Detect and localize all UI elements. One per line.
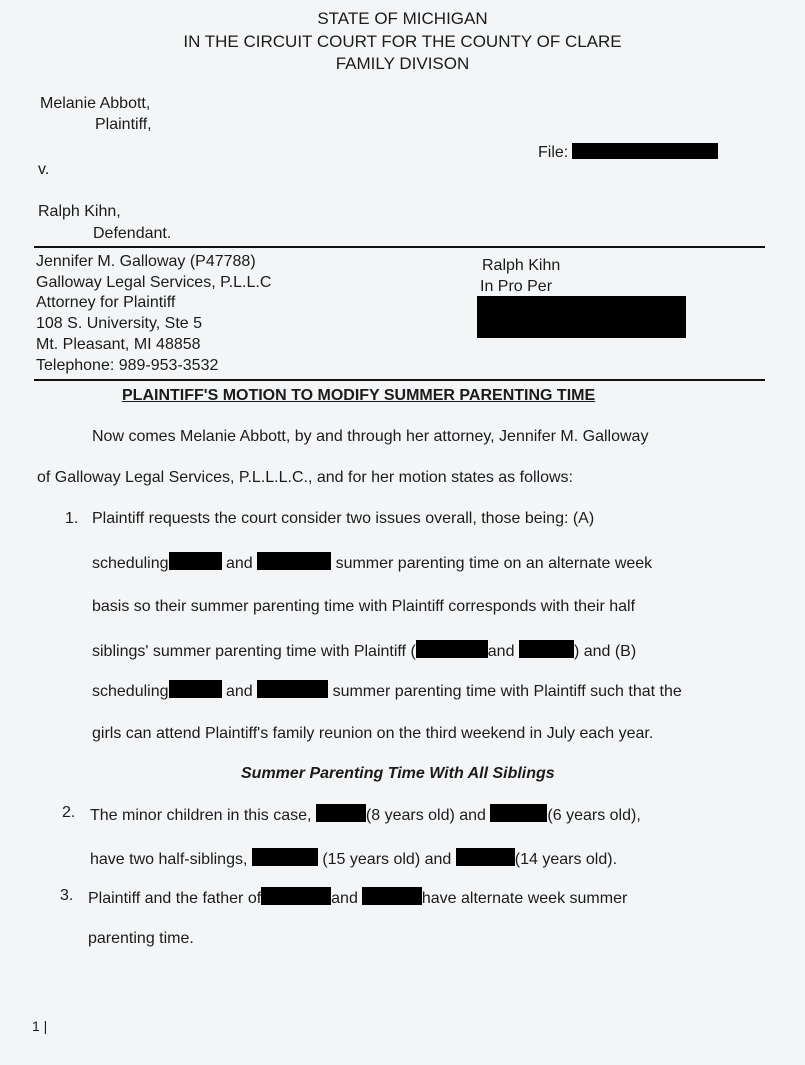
item-3-line-2: parenting time. [88,930,194,947]
item-3-line-1: Plaintiff and the father of and have alternate week summer [88,887,627,908]
redaction [169,680,222,698]
redaction [261,887,331,905]
item-1-line-4: siblings' summer parenting time with Plaintiff ( and ) and (B) [92,640,636,661]
attorney-role: Attorney for Plaintiff [36,294,176,311]
attorney-address2: Mt. Pleasant, MI 48858 [36,336,201,353]
plaintiff-role: Plaintiff, [95,116,152,133]
file-number [538,143,718,162]
redaction [169,552,222,570]
item-1-line-5: scheduling and summer parenting time with Plaintiff such that the [92,680,682,701]
divider-top [34,246,765,248]
item-3-number: 3. [60,887,74,904]
versus: v. [38,161,50,178]
caption-division: FAMILY DIVISON [335,54,470,73]
attorney-name: Jennifer M. Galloway (P47788) [36,253,256,270]
item-1-line-2: scheduling and summer parenting time on an alternate week [92,552,652,573]
defendant-block-status: In Pro Per [480,278,553,295]
subheading: Summer Parenting Time With All Siblings [241,765,555,782]
redaction [316,804,366,822]
attorney-firm: Galloway Legal Services, P.L.L.C [36,274,272,291]
redaction [252,848,318,866]
item-2-line-2: have two half-siblings, (15 years old) and (14 years old). [90,848,617,869]
page-number: 1 | [32,1018,48,1034]
intro-line-2: of Galloway Legal Services, P.L.L.L.C., and for her motion states as follows: [37,469,573,486]
caption-court: IN THE CIRCUIT COURT FOR THE COUNTY OF CLARE [183,32,622,51]
plaintiff-name: Melanie Abbott, [40,95,151,112]
item-2-number: 2. [62,804,76,821]
attorney-phone: Telephone: 989-953-3532 [36,357,219,374]
redaction [572,143,718,159]
attorney-address1: 108 S. University, Ste 5 [36,315,202,332]
motion-title: PLAINTIFF'S MOTION TO MODIFY SUMMER PARENTING TIME [122,387,596,404]
file-label: File: [538,144,569,161]
item-2-line-1: The minor children in this case, (8 years old) and (6 years old), [90,804,641,825]
intro-line-1: Now comes Melanie Abbott, by and through her attorney, Jennifer M. Galloway [92,428,649,445]
redaction [257,552,331,570]
item-1-line-6: girls can attend Plaintiff's family reunion on the third weekend in July each year. [92,725,654,742]
defendant-role: Defendant. [93,225,172,242]
redaction [477,296,686,338]
defendant-block-name: Ralph Kihn [482,257,561,274]
item-1-line-3: basis so their summer parenting time with Plaintiff corresponds with their half [92,598,636,615]
redaction [490,804,547,822]
defendant-name: Ralph Kihn, [38,203,121,220]
redaction [456,848,515,866]
item-1-line-1: Plaintiff requests the court consider two issues overall, those being: (A) [92,510,595,527]
redaction [416,640,488,658]
caption-state: STATE OF MICHIGAN [317,9,488,28]
redaction [257,680,328,698]
redaction [519,640,574,658]
item-1-number: 1. [65,510,79,527]
divider-bottom [34,379,765,381]
redaction [362,887,422,905]
